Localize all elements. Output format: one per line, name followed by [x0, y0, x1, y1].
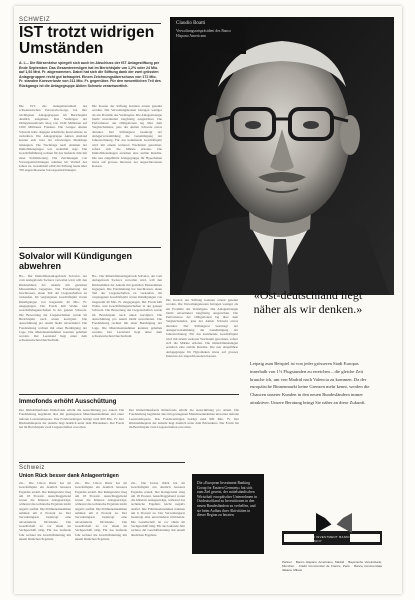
divider-rule-3 — [19, 462, 185, 463]
contact-list: Partner · Banco Hispano Americano, Madrid · Bayerische Vereinsbank, München · Crédit Commercial de France, Paris · Banca Commerciale Italiana, Milano — [282, 560, 382, 572]
solvalor-body-right: Ha.– Der Immobilienanlagefonds Solvalor, der vom Anlagefonds Swissca verwaltet wird, will den Rücknahmen der Anteile mit gezielten Massnahmen begegnen. Die Fondsleitung hat beschlossen, einen Teil der Liegenschaften zu verkaufen. Im vergangenen Geschäftsjahr waren Kündigungen von insgesamt 40 Mio. Fr. eingegangen. Der Fonds hält Wohn- und Geschäftsliegenschaften in der ganzen Schweiz. Die Bewertung der Liegenschaften wurde im Berichtsjahr nach unten korrigiert. Die Ausschüttung pro Anteil bleibt unverändert. Die Fondsleitung rechnet mit einer Beruhigung der Lage. Die Mietzinseinnahmen konnten gehalten werden. Der Leerstand liegt unter dem schweizerischen Durchschnitt. — [92, 274, 162, 339]
quote-body-text: Leipzig zum Beispiel ist von jeder grösseren Stadt Europas innerhalb von 1½ Flugstunden zu erreichen – die gleiche Zeit brauche ich, um von Madrid nach Valencia zu kommen. Da der europäische Binnenmarkt keine Grenzen mehr kennt, werden die Chancen unserer Kunden in den neuen Bundesländern immer attraktiver. Unsere Beratung bringt Sie näher an diese Zukunft. — [250, 361, 370, 405]
logo-text: THE EUROPEAN INVESTMENT BANKING GROUP FOR EASTERN GERMANY — [288, 535, 377, 543]
portrait-photo — [170, 17, 394, 295]
immofonds-body-right: Der Immobilienfonds Immofonds erhöht die Ausschüttung pro Anteil. Die Fondsleitung begründet dies mit gestiegenen Mietzinseinnahmen und einer tieferen Leerstandsquote. Das Fondsvermögen beträgt rund 900 Mio. Fr. Der Rücknahmepreis der Anteile liegt deutlich unter dem Börsenkurs. Der Fonds hat im Berichtsjahr zwei Liegenschaften erworben. — [129, 408, 239, 430]
pull-quote: «Ost-deutschland liegt näher als wir denken.» — [253, 288, 363, 316]
article-body-right: Die Kosten der Stiftung konnten erneut gesenkt werden. Die Verwaltungskosten betragen weniger als ein Promille des Vermögens. Die Anlagestrategie bleibt unverändert langfristig ausgerichtet. Die Performance der Obligationen lag über dem Vergleichsindex, jene der Aktien Schweiz etwas darunter. Der Stiftungsrat beantragt der Anlegerversammlung die Genehmigung der Jahresrechnung. Für das kommende Geschäftsjahr wird mit einem weiteren Wachstum gerechnet, sofern sich die Märkte erholen. Die Immobilienanlagen erzielten eine stabile Rendite. Die neu eingeführte Anlagegruppe für Hypotheken stiess auf grosses Interesse der angeschlossenen Kassen. — [92, 104, 162, 169]
union-body-2: Zü.– Die Union Rück hat im Geschäftsjahr ein deutlich besseres Ergebnis erzielt. Der Reingewinn stieg um 18 Prozent. Ausschlaggebend waren die höheren Anlageerträge, während das technische Ergebnis leicht negativ ausfiel. Die Prämieneinnahmen nahmen um 6 Prozent zu. Der Verwaltungsrat beantragt eine unveränderte Dividende. Die Gesellschaft ist vor allem im Sachgeschäft tätig. Für das laufende Jahr rechnet die Geschäftsleitung mit einem ähnlichen Ergebnis. — [75, 481, 127, 541]
article-headline: IST trotzt widrigen Umständen — [19, 24, 155, 57]
union-headline: Union Rück besser dank Anlageerträgen — [19, 473, 119, 479]
divider-rule-2 — [19, 394, 239, 395]
article-body-left: Die IST, das Anlageinstrument der schweizerischen Personalvorsorge, hat ihre wichtigsten Anlagegruppen im Berichtsjahr deutlich ausgebaut. Das Vermögen der Obligationenfonds stieg von 1040 Millionen auf 1090 Millionen Franken. Die Gruppe Aktien Schweiz hatte dagegen erhebliche Kursverluste zu verkraften. Die Anlagegruppe Aktien Ausland konnte sich trotz der schwierigen Marktlage behaupten. Die Nachfrage nach Anteilen der Immobiliengruppe war weiterhin rege. Die Geschäftsführung rechnet für das laufende Jahr mit einer Stabilisierung. Die Zeichnungen von Vorsorgeeinrichtungen nahmen im Verlauf des Jahres zu. Gesamthaft zählt die Stiftung heute über 700 angeschlossene Vorsorgeeinrichtungen. — [19, 104, 87, 173]
article-lead: A. L.– Die Börsenkrise spiegelt sich auch im Abschluss der IST Anlagestiftung per Ende September. Das Gesamtvermögen hat im Berichtsjahr um 1,2% oder 24 Mio. auf 1,92 Mrd. Fr. abgenommen. Dabei hat sich die Stiftung dank der zwei grössten Anlagegruppen recht gut behauptet. Einem Zeichnungsüberschuss von 172 Mio. Fr. standen Kursverluste von 211 Mio. Fr. gegenüber. Für den wesentlichen Teil des Rückgangs ist die Anlagegruppe Aktien Schweiz verantwortlich. — [19, 61, 161, 88]
photo-caption-box — [172, 18, 246, 54]
ad-box-text: Die «European Investment Banking Group for Eastern Germany» hat sich zum Ziel gesetzt, der mittelständischen Wirtschaft europäischer Unternehmen in Ostdeutschland zu Investitionen in den neuen Bundesländern zu verhelfen, und sie beim Aufbau ihrer Aktivitäten in dieser Region zu beraten. — [197, 481, 257, 518]
ad-black-box — [192, 474, 264, 554]
person-role: Verwaltungsratspräsident des Banco Hispano Americano — [176, 29, 232, 38]
immofonds-headline: Immofonds erhöht Ausschüttung — [19, 398, 117, 405]
person-name: Claudio Boatti — [176, 21, 206, 26]
divider-rule — [19, 247, 161, 248]
union-body-1: Zü.– Die Union Rück hat im Geschäftsjahr ein deutlich besseres Ergebnis erzielt. Der Reingewinn stieg um 18 Prozent. Ausschlaggebend waren die höheren Anlageerträge, während das technische Ergebnis leicht negativ ausfiel. Die Prämieneinnahmen nahmen um 6 Prozent zu. Der Verwaltungsrat beantragt eine unveränderte Dividende. Die Gesellschaft ist vor allem im Sachgeschäft tätig. Für das laufende Jahr rechnet die Geschäftsleitung mit einem ähnlichen Ergebnis. — [19, 481, 71, 541]
immofonds-body-left: Der Immobilienfonds Immofonds erhöht die Ausschüttung pro Anteil. Die Fondsleitung begründet dies mit gestiegenen Mietzinseinnahmen und einer tieferen Leerstandsquote. Das Fondsvermögen beträgt rund 900 Mio. Fr. Der Rücknahmepreis der Anteile liegt deutlich unter dem Börsenkurs. Der Fonds hat im Berichtsjahr zwei Liegenschaften erworben. — [19, 408, 124, 430]
section-kicker: SCHWEIZ — [19, 17, 51, 23]
solvalor-headline: Solvalor will Kündigungen abwehren — [19, 251, 133, 271]
portrait-illustration — [170, 17, 394, 295]
quote-column-body: Die Kosten der Stiftung konnten erneut gesenkt werden. Die Verwaltungskosten betragen weniger als ein Promille des Vermögens. Die Anlagestrategie bleibt unverändert langfristig ausgerichtet. Die Performance der Obligationen lag über dem Vergleichsindex, jene der Aktien Schweiz etwas darunter. Der Stiftungsrat beantragt der Anlegerversammlung die Genehmigung der Jahresrechnung. Für das kommende Geschäftsjahr wird mit einem weiteren Wachstum gerechnet, sofern sich die Märkte erholen. Die Immobilienanlagen erzielten eine stabile Rendite. Die neu eingeführte Anlagegruppe für Hypotheken stiess auf grosses Interesse der angeschlossenen Kassen. — [166, 298, 238, 358]
solvalor-body-left: Ha.– Der Immobilienanlagefonds Solvalor, der vom Anlagefonds Swissca verwaltet wird, will den Rücknahmen der Anteile mit gezielten Massnahmen begegnen. Die Fondsleitung hat beschlossen, einen Teil der Liegenschaften zu verkaufen. Im vergangenen Geschäftsjahr waren Kündigungen von insgesamt 40 Mio. Fr. eingegangen. Der Fonds hält Wohn- und Geschäftsliegenschaften in der ganzen Schweiz. Die Bewertung der Liegenschaften wurde im Berichtsjahr nach unten korrigiert. Die Ausschüttung pro Anteil bleibt unverändert. Die Fondsleitung rechnet mit einer Beruhigung der Lage. Die Mietzinseinnahmen konnten gehalten werden. Der Leerstand liegt unter dem schweizerischen Durchschnitt. — [19, 274, 87, 343]
banking-group-logo — [282, 511, 382, 557]
union-kicker: Schweiz — [19, 465, 45, 471]
union-body-3: Zü.– Die Union Rück hat im Geschäftsjahr ein deutlich besseres Ergebnis erzielt. Der Reingewinn stieg um 18 Prozent. Ausschlaggebend waren die höheren Anlageerträge, während das technische Ergebnis leicht negativ ausfiel. Die Prämieneinnahmen nahmen um 6 Prozent zu. Der Verwaltungsrat beantragt eine unveränderte Dividende. Die Gesellschaft ist vor allem im Sachgeschäft tätig. Für das laufende Jahr rechnet die Geschäftsleitung mit einem ähnlichen Ergebnis. — [131, 481, 185, 537]
